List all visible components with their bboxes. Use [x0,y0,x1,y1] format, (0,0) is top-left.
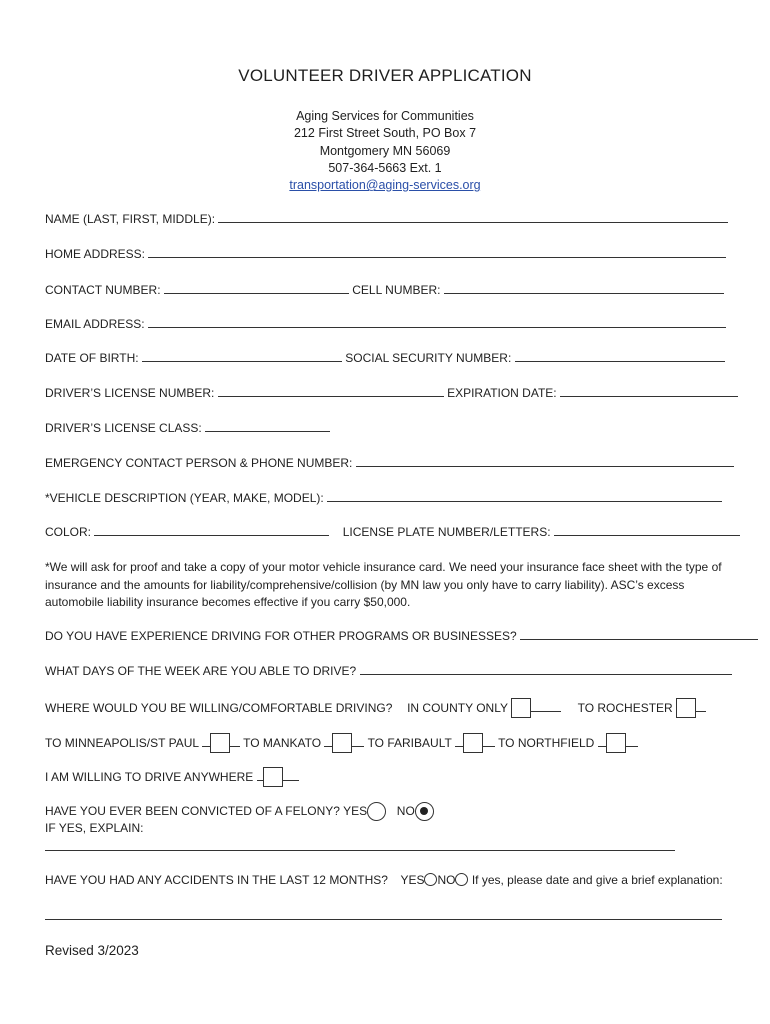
days-field[interactable] [360,663,732,675]
color-plate-row [45,524,740,540]
ssn-field[interactable] [515,350,725,362]
accidents-label: HAVE YOU HAD ANY ACCIDENTS IN THE LAST 12 MONTHS? [45,873,388,887]
anywhere-checkbox[interactable] [263,767,283,787]
license-class-field[interactable] [205,420,330,432]
felony-row [45,802,434,821]
name-field[interactable] [218,211,728,223]
expiration-label: EXPIRATION DATE: [447,386,557,400]
revision-date: Revised 3/2023 [45,943,139,958]
felony-explain-label: IF YES, EXPLAIN: [45,821,144,835]
felony-no-radio[interactable] [415,802,434,821]
insurance-note: *We will ask for proof and take a copy of your motor vehicle insurance card. We need your insurance face sheet with the type of insurance and the amounts for liability/comprehensive/collision (by MN law you only have to carry liability). ASC’s excess automobile liability insurance becomes effective if you carry $50,000. [45,560,722,609]
home-address-row [45,246,726,262]
accidents-yes-label: YES [400,873,425,887]
accidents-yes-radio[interactable] [424,873,437,886]
northfield-line [598,735,606,747]
home-address-label: HOME ADDRESS: [45,247,146,261]
faribault-line [455,735,463,747]
northfield-label: TO NORTHFIELD [498,736,595,750]
dob-ssn-row [45,350,725,366]
cell-number-field[interactable] [444,282,724,294]
mankato-line [324,735,332,747]
emergency-label: EMERGENCY CONTACT PERSON & PHONE NUMBER: [45,456,353,470]
license-row [45,385,738,401]
accidents-explain-field[interactable] [45,919,722,920]
dob-field[interactable] [142,350,342,362]
experience-label: DO YOU HAVE EXPERIENCE DRIVING FOR OTHER PROGRAMS OR BUSINESSES? [45,629,517,643]
felony-yes-label: YES [343,804,368,818]
color-label: COLOR: [45,525,92,539]
emergency-field[interactable] [356,455,734,467]
ssn-label: SOCIAL SECURITY NUMBER: [345,351,512,365]
org-address-line2: Montgomery MN 56069 [319,143,451,158]
vehicle-row [45,490,722,506]
minneapolis-checkbox[interactable] [210,733,230,753]
contact-number-label: CONTACT NUMBER: [45,283,161,297]
mankato-line-end [352,735,364,747]
accidents-explain-label: If yes, please date and give a brief explanation: [471,873,723,887]
license-number-label: DRIVER’S LICENSE NUMBER: [45,386,215,400]
emergency-row [45,455,734,471]
experience-field[interactable] [520,628,758,640]
in-county-checkbox[interactable] [511,698,531,718]
home-address-field[interactable] [148,246,726,258]
email-field[interactable] [148,316,726,328]
name-label: NAME (LAST, FIRST, MIDDLE): [45,212,216,226]
plate-field[interactable] [554,524,740,536]
phone-row [45,282,724,298]
license-class-row [45,420,330,436]
org-email-link[interactable]: transportation@aging-services.org [289,178,481,193]
where-label: WHERE WOULD YOU BE WILLING/COMFORTABLE DRIVING? [45,701,393,715]
anywhere-row [45,767,299,787]
anywhere-label: I AM WILLING TO DRIVE ANYWHERE [45,770,254,784]
accidents-no-label: NO [437,873,456,887]
minneapolis-label: TO MINNEAPOLIS/ST PAUL [45,736,199,750]
mankato-checkbox[interactable] [332,733,352,753]
accidents-row [45,872,723,888]
northfield-line-end [626,735,638,747]
faribault-line-end [483,735,495,747]
organization-block [0,108,770,194]
in-county-line [531,700,561,712]
felony-explain-field[interactable] [45,850,675,851]
rochester-checkbox[interactable] [676,698,696,718]
experience-row [45,628,758,644]
org-phone: 507-364-5663 Ext. 1 [328,160,442,175]
plate-label: LICENSE PLATE NUMBER/LETTERS: [342,525,551,539]
felony-no-label: NO [396,804,415,818]
faribault-checkbox[interactable] [463,733,483,753]
felony-label: HAVE YOU EVER BEEN CONVICTED OF A FELONY? [45,804,340,818]
northfield-checkbox[interactable] [606,733,626,753]
org-name: Aging Services for Communities [296,109,474,123]
minneapolis-line [202,735,210,747]
in-county-label: IN COUNTY ONLY [407,701,508,715]
vehicle-field[interactable] [327,490,722,502]
where-row [45,698,706,718]
color-field[interactable] [94,524,329,536]
mankato-label: TO MANKATO [243,736,322,750]
license-number-field[interactable] [218,385,444,397]
expiration-field[interactable] [560,385,738,397]
accidents-no-radio[interactable] [455,873,468,886]
name-row [45,211,728,227]
rochester-label: TO ROCHESTER [577,701,673,715]
days-row [45,663,732,679]
form-title: VOLUNTEER DRIVER APPLICATION [238,66,532,85]
cell-number-label: CELL NUMBER: [352,283,441,297]
rochester-line [696,700,706,712]
felony-yes-radio[interactable] [367,802,386,821]
anywhere-line-end [283,769,299,781]
faribault-label: TO FARIBAULT [367,736,452,750]
vehicle-label: *VEHICLE DESCRIPTION (YEAR, MAKE, MODEL): [45,491,324,505]
email-label: EMAIL ADDRESS: [45,317,145,331]
cities-row [45,733,638,753]
email-row [45,316,726,332]
minneapolis-line-end [230,735,240,747]
dob-label: DATE OF BIRTH: [45,351,139,365]
days-label: WHAT DAYS OF THE WEEK ARE YOU ABLE TO DRIVE? [45,664,357,678]
org-address-line1: 212 First Street South, PO Box 7 [293,126,477,141]
license-class-label: DRIVER’S LICENSE CLASS: [45,421,202,435]
contact-number-field[interactable] [164,282,349,294]
